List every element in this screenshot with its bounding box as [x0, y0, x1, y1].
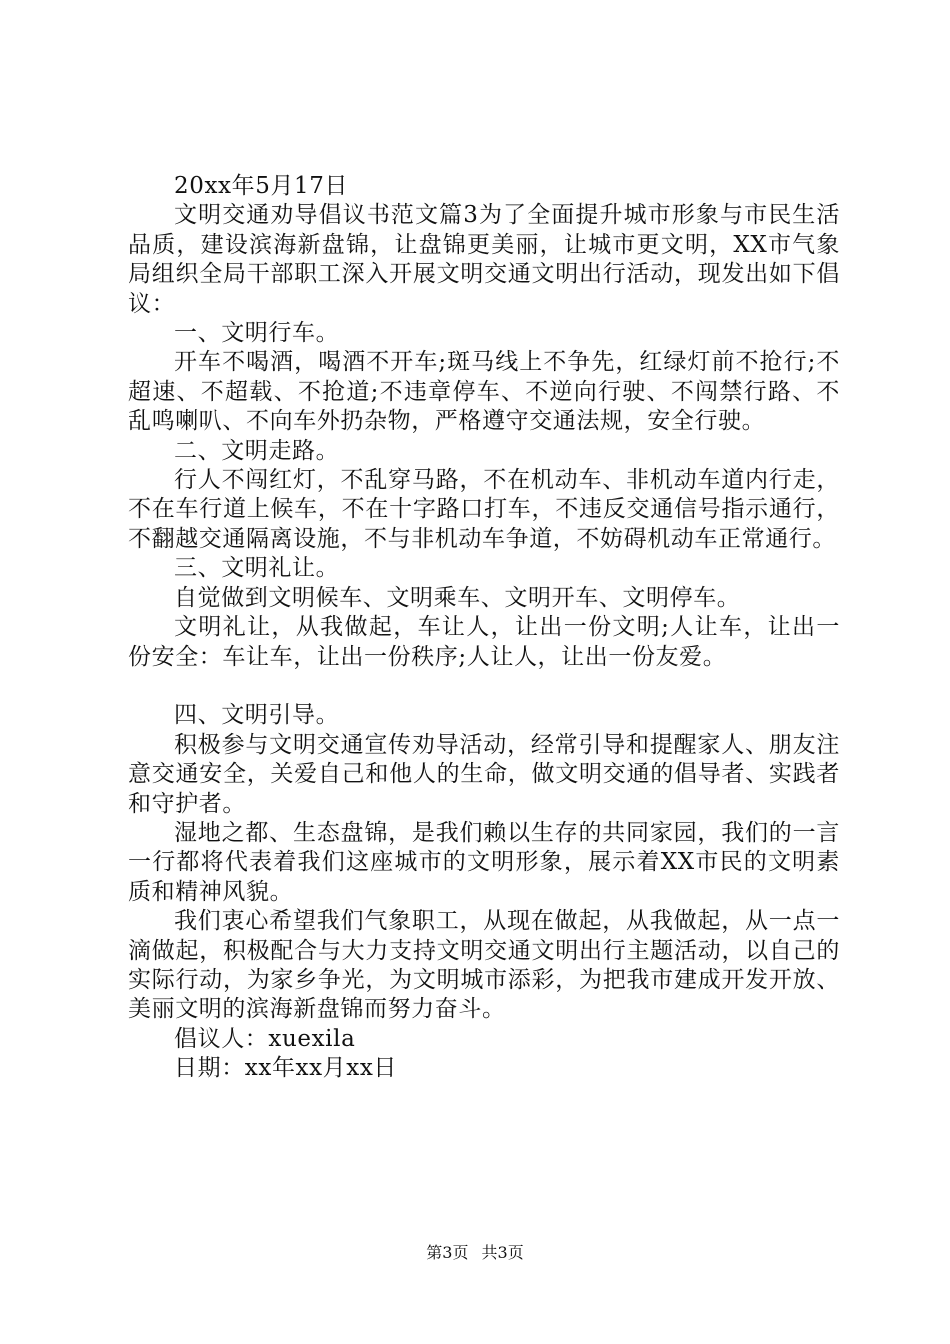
signature-date-line: 日期：xx年xx月xx日 — [174, 1055, 398, 1082]
page-footer — [0, 1243, 950, 1263]
courtesy-paragraph-1: 自觉做到文明候车、文明乘车、文明开车、文明停车。 — [174, 584, 741, 611]
walking-paragraph: 行人不闯红灯，不乱穿马路，不在机动车、非机动车道内行走，不在车行道上候车，不在十字路口打车，不违反交通信号指示通行，不翻越交通隔离设施，不与非机动车争道，不妨碍机动车正常通行。 — [128, 467, 840, 552]
page-total: 共3页 — [481, 1243, 524, 1262]
document-body — [128, 172, 840, 1084]
intro-paragraph: 文明交通劝导倡议书范文篇3为了全面提升城市形象与市民生活品质，建设滨海新盘锦，让盘锦更美丽，让城市更文明，XX市气象局组织全局干部职工深入开展文明交通文明出行活动，现发出如下倡议： — [128, 202, 840, 317]
courtesy-paragraph-2: 文明礼让，从我做起，车让人，让出一份文明;人让车，让出一份安全：车让车，让出一份秩序;人让人，让出一份友爱。 — [128, 614, 840, 670]
driving-paragraph: 开车不喝酒，喝酒不开车;斑马线上不争先，红绿灯前不抢行;不超速、不超载、不抢道;不违章停车、不逆向行驶、不闯禁行路、不乱鸣喇叭、不向车外扔杂物，严格遵守交通法规，安全行驶。 — [128, 349, 840, 435]
section-heading-driving: 一、文明行车。 — [174, 320, 340, 347]
closing-paragraph: 我们衷心希望我们气象职工，从现在做起，从我做起，从一点一滴做起，积极配合与大力支持文明交通文明出行主题活动，以自己的实际行动，为家乡争光，为文明城市添彩，为把我市建成开发开放、美丽文明的滨海新盘锦而努力奋斗。 — [128, 908, 840, 1023]
section-heading-guidance: 四、文明引导。 — [174, 702, 340, 729]
guidance-paragraph: 积极参与文明交通宣传劝导活动，经常引导和提醒家人、朋友注意交通安全，关爱自己和他人的生命，做文明交通的倡导者、实践者和守护者。 — [128, 731, 840, 817]
page-number: 第3页 — [426, 1243, 469, 1262]
paragraph-gap — [128, 672, 840, 701]
section-heading-courtesy: 三、文明礼让。 — [174, 555, 340, 582]
proposer-line: 倡议人：xuexila — [174, 1025, 356, 1052]
date-line: 20xx年5月17日 — [174, 173, 349, 199]
homeland-paragraph: 湿地之都、生态盘锦，是我们赖以生存的共同家园，我们的一言一行都将代表着我们这座城市的文明形象，展示着XX市民的文明素质和精神风貌。 — [128, 819, 840, 905]
section-heading-walking: 二、文明走路。 — [174, 437, 340, 464]
